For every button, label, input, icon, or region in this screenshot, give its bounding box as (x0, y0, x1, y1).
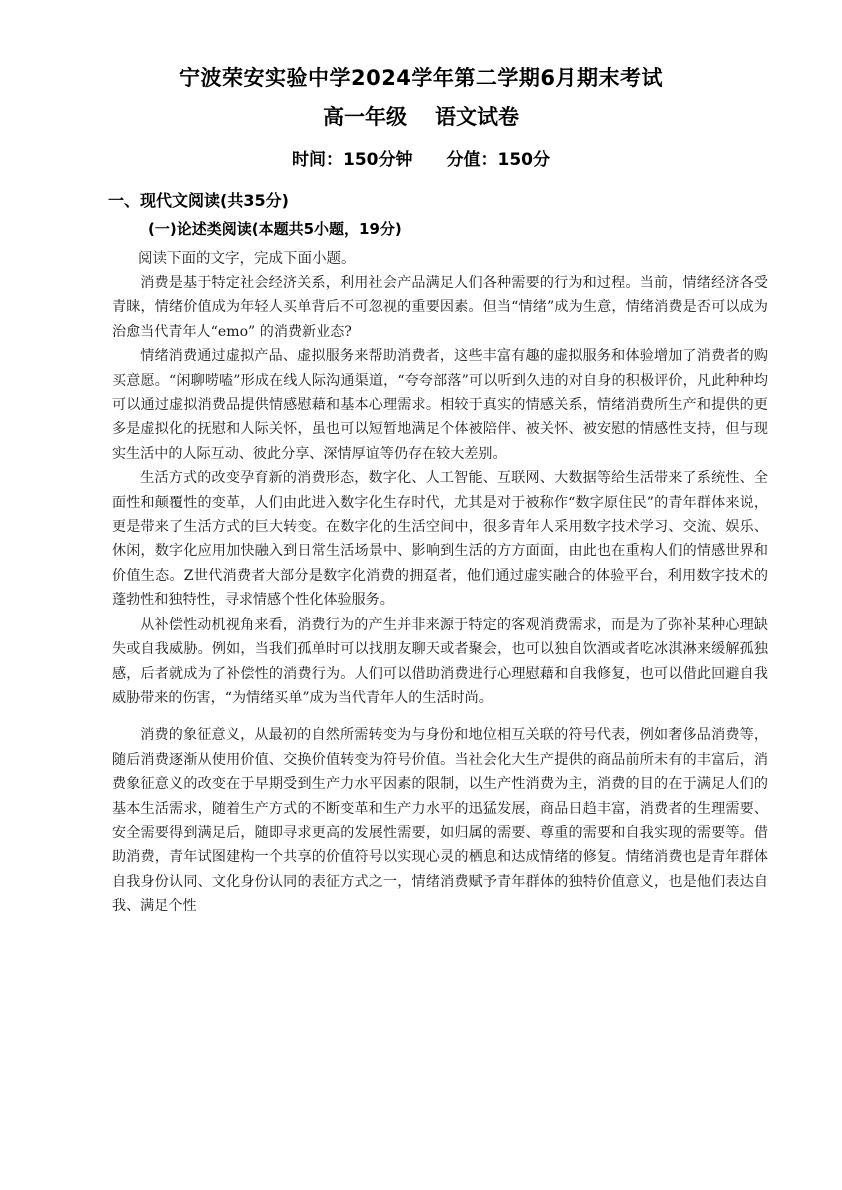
subject-label: 语文试卷 (435, 105, 519, 129)
exam-info-line (0, 145, 842, 170)
article-body (112, 271, 768, 919)
exam-time: 时间：150分钟 (292, 150, 413, 170)
exam-score: 分值：150分 (446, 150, 550, 170)
section-heading: 一、现代文阅读(共35分) (108, 191, 289, 210)
exam-title: 宁波荣安实验中学2024学年第二学期6月期末考试 (178, 66, 664, 90)
grade-subject-line (0, 101, 842, 131)
article-paragraph: 情绪消费通过虚拟产品、虚拟服务来帮助消费者，这些丰富有趣的虚拟服务和体验增加了消费者的购买意愿。“闲聊唠嗑”形成在线人际沟通渠道，“夸夸部落”可以听到久违的对自身的积极评价，凡此种种均可以通过虚拟消费品提供情感慰藉和基本心理需求。相较于真实的情感关系，情绪消费所生产和提供的更多是虚拟化的抚慰和人际关怀，虽也可以短暂地满足个体被陪伴、被关怀、被安慰的情感性支持，但与现实生活中的人际互动、彼此分享、深情厚谊等仍存在较大差别。 (112, 348, 768, 462)
grade-label: 高一年级 (323, 105, 407, 129)
article-paragraph: 消费的象征意义，从最初的自然所需转变为与身份和地位相互关联的符号代表，例如奢侈品消费等，随后消费逐渐从使用价值、交换价值转变为符号价值。当社会化大生产提供的商品前所未有的丰富后，消费象征意义的改变在于早期受到生产力水平因素的限制，以生产性消费为主，消费的目的在于满足人们的基本生活需求，随着生产方式的不断变革和生产力水平的迅猛发展，商品日趋丰富，消费者的生理需要、安全需要得到满足后，随即寻求更高的发展性需要，如归属的需要、尊重的需要和自我实现的需要等。借助消费，青年试图建构一个共享的价值符号以实现心灵的栖息和达成情绪的修复。情绪消费也是青年群体自我身份认同、文化身份认同的表征方式之一，情绪消费赋予青年群体的独特价值意义，也是他们表达自我、满足个性 (112, 727, 768, 915)
article-paragraph: 生活方式的改变孕育新的消费形态，数字化、人工智能、互联网、大数据等给生活带来了系统性、全面性和颠覆性的变革，人们由此进入数字化生存时代，尤其是对于被称作“数字原住民”的青年群体来说，更是带来了生活方式的巨大转变。在数字化的生活空间中，很多青年人采用数字技术学习、交流、娱乐、休闲，数字化应用加快融入到日常生活场景中、影响到生活的方方面面，由此也在重构人们的情感世界和价值生态。Z世代消费者大部分是数字化消费的拥趸者，他们通过虚实融合的体验平台，利用数字技术的蓬勃性和独特性，寻求情感个性化体验服务。 (112, 470, 768, 609)
subsection-heading: (一)论述类阅读(本题共5小题，19分) (148, 220, 402, 238)
article-paragraph: 从补偿性动机视角来看，消费行为的产生并非来源于特定的客观消费需求，而是为了弥补某种心理缺失或自我威胁。例如，当我们孤单时可以找朋友聊天或者聚会，也可以独自饮酒或者吃冰淇淋来缓解孤独感，后者就成为了补偿性的消费行为。人们可以借助消费进行心理慰藉和自我修复，也可以借此回避自我威胁带来的伤害，“为情绪买单”成为当代青年人的生活时尚。 (112, 616, 768, 706)
reading-instruction: 阅读下面的文字，完成下面小题。 (138, 251, 356, 267)
article-paragraph: 消费是基于特定社会经济关系，利用社会产品满足人们各种需要的行为和过程。当前，情绪经济各受青睐，情绪价值成为年轻人买单背后不可忽视的重要因素。但当“情绪”成为生意，情绪消费是否可以成为治愈当代青年人“emo” 的消费新业态? (112, 275, 768, 340)
